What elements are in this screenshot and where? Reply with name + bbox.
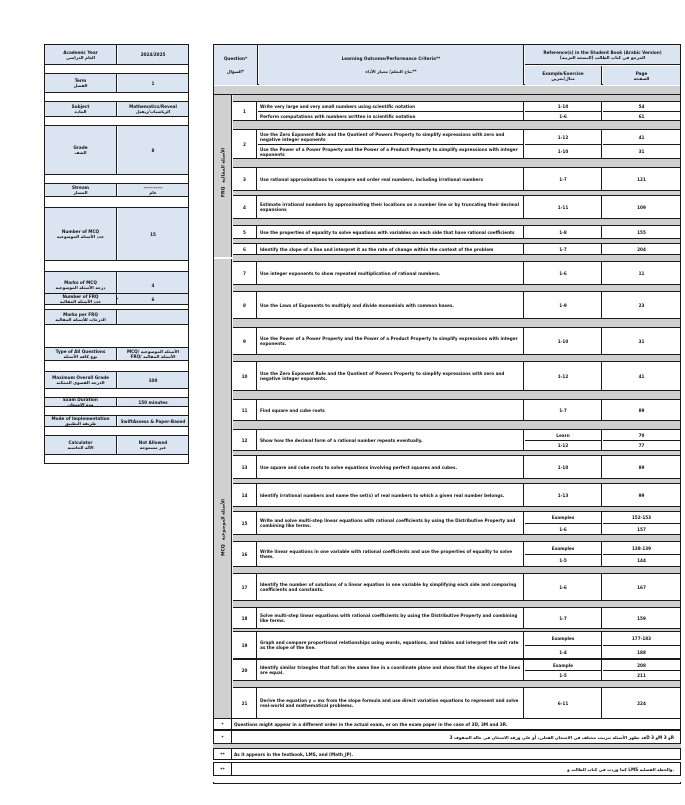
outcome-text: Perform computations with numbers written in scientific notation [258,111,524,120]
reference-page: 155 [637,229,646,235]
info-row [45,125,188,175]
note-marker: * [214,731,232,743]
reference-page: 41 [638,373,645,379]
outcome-text: Write linear equations in one variable with rational coefficients and use the properties of equality to solve them. [258,542,524,566]
info-value-secondary: غير مسموحة [139,445,167,450]
info-row [45,101,188,117]
header-example-en: Example/Exercise [542,70,584,76]
outcome-text: Graph and compare proportional relationships using words, equations, and tables and interpret the unit rate as the slope of the line. [258,632,524,658]
info-value [118,45,188,64]
info-label [45,398,117,406]
table-row [233,361,680,391]
info-label-ar: نوع كافة الأسئلة [63,354,98,359]
reference-example: Examples [525,512,602,523]
info-label-en: Type of All Questions [55,349,106,354]
reference-page: 177-183 [631,636,652,641]
info-row [45,183,188,197]
reference-example: 1-5 [525,670,602,680]
info-label-en: Stream [71,185,90,190]
outcome-text: Use the Laws of Exponents to multiply and divide monomials with common bases. [258,292,524,318]
reference-page: 159 [637,615,646,621]
header-outcome [259,45,524,85]
question-number: 2 [233,130,257,158]
table-row [233,399,680,421]
info-row [45,435,188,455]
question-number: 1 [233,102,257,120]
info-label [45,45,117,64]
table-row [233,261,680,285]
table-row [233,327,680,355]
info-value [118,348,188,360]
reference-example: 1-6 [525,523,602,534]
table-row [233,687,680,719]
outcome-text: Derive the equation y = mx from the slope formula and use direct variation equations to represent and solve real-world and mathematical problems. [258,688,524,718]
header-separator [214,86,680,95]
notes-area [213,718,681,782]
info-label [45,74,117,92]
info-value [118,372,188,388]
reference-page: 11 [638,270,645,276]
info-value-primary: 6 [151,296,155,302]
outcome-text: Use square and cube roots to solve equations involving perfect squares and cubes. [258,456,524,478]
info-label-en: Term [74,78,87,83]
info-label-ar: الدرجة القصوى الممكنة [56,380,105,385]
reference-example: 1-10 [525,144,602,158]
outcome-text: Solve multi-step linear equations with rational coefficients by using the Distributive Property and combining like terms. [258,608,524,628]
note-text: كما وردت في كتاب الطالب و LMS والخطة الفصلية. [567,766,674,772]
header-example [525,66,602,85]
outcome-text: Identify the slope of a line and interpret it as the rate of change within the context of the problem [258,244,524,254]
note-row [213,730,681,744]
reference-example: 1-6 [525,262,602,284]
reference-page: 204 [637,246,646,252]
question-number: 11 [233,400,257,420]
info-label-ar: الفصل [73,83,88,88]
note-marker: ** [214,749,232,759]
info-row [45,415,188,427]
question-number: 17 [233,574,257,600]
reference-page: 77 [603,440,680,450]
info-label-ar: مدة الامتحان [67,402,94,407]
info-row [45,73,188,93]
left-info-panel [44,44,189,464]
note-marker: ** [214,763,232,775]
info-label [45,208,117,260]
question-number: 5 [233,226,257,238]
outcome-text: Use integer exponents to show repeated multiplication of rational numbers. [258,262,524,284]
table-header [214,45,680,85]
header-page [603,66,680,85]
outcome-text: Use the Zero Exponent Rule and the Quotient of Powers Property to simplify expressions with zero and negative integer exponents. [258,362,524,390]
question-number: 3 [233,168,257,190]
info-label-en: Exam Duration [63,397,98,402]
table-row [233,455,680,479]
outcome-text: Use the Zero Exponent Rule and the Quotient of Powers Property to simplify expressions with zero and negative integer exponents [258,130,524,144]
info-label-ar: عدد الأسئلة المقالية [59,299,102,304]
reference-example: 1-12 [525,362,602,390]
info-label [45,126,117,174]
outcome-text: Use rational approximations to compare and order real numbers, including irrational numbers [258,168,524,190]
info-row [45,371,188,389]
note-text: Questions might appear in a different order in the actual exam, or on the exam paper in the case of 3D, 3M and 3R. [234,721,508,727]
info-label [45,294,117,304]
info-row [45,309,188,325]
header-reference-ar: المرجع في كتاب الطالب (النسخة العربية) [559,54,646,60]
table-row [233,101,680,121]
reference-example: Learn [525,430,602,440]
info-label [45,102,117,116]
note-text: قد تظهر الأسئلة بترتيب مختلف في الامتحان الفعلي، أو على ورقة الامتحان في حالة الصفوف 3D و 3M و 3R [449,734,674,740]
reference-page: 188 [603,645,680,658]
reference-page: 89 [638,407,645,413]
note-row [213,748,681,760]
reference-example: 1-12 [525,130,602,144]
reference-page: 31 [638,338,645,344]
outcome-text: Find square and cube roots [258,400,524,420]
question-number: 19 [233,632,257,658]
outcome-text: Identify the number of solutions of a linear equation in one variable by simplifying each side and comparing coefficients and constants. [258,574,524,600]
info-label [45,372,117,388]
reference-page: 152-153 [631,515,652,520]
reference-page: 31 [603,144,680,158]
info-value [118,310,188,324]
question-number: 20 [233,660,257,680]
reference-example: 1-7 [525,244,602,254]
info-value [118,398,188,406]
info-value-primary: 1 [151,80,155,86]
info-label [45,416,117,426]
table-row [233,243,680,255]
table-row [233,129,680,159]
info-value [118,416,188,426]
info-value-primary: 15 [150,231,156,237]
reference-example: 1-7 [525,400,602,420]
reference-example: 1-7 [525,168,602,190]
header-reference-en: Reference(s) in the Student Book (Arabic Version) [543,49,662,55]
table-row [233,607,680,629]
question-number: 14 [233,484,257,506]
reference-page: 109 [637,204,646,210]
info-label [45,436,117,454]
spec-table [213,44,681,784]
reference-example: 1-10 [525,456,602,478]
info-label-ar: الآلة الحاسبة [67,445,94,450]
mcq-section-label [222,478,227,578]
question-number: 9 [233,328,257,354]
outcome-text: Estimate irrational numbers by approximating their locations on a number line or by truncating their decimal expansions [258,196,524,218]
info-value-primary: MCQ/ الأسئلة الموضوعية [126,349,180,354]
info-value-primary: 150 minutes [138,399,168,405]
question-number: 21 [233,688,257,718]
header-question [214,45,258,85]
reference-example: 1-12 [525,440,602,450]
info-label-ar: المادة [74,109,87,114]
reference-page: 61 [603,111,680,120]
reference-example: 1-7 [525,608,602,628]
table-row [233,429,680,451]
reference-page: 41 [638,134,645,140]
reference-page: 138-139 [631,545,652,551]
reference-page: 70 [638,432,645,438]
reference-example: 1-10 [525,102,602,111]
reference-page: 89 [638,464,645,470]
mcq-label-en: MCQ [221,544,227,556]
info-value-secondary: FRQ/ الأسئلة المقالية [130,354,176,359]
info-row [45,45,188,65]
question-number: 12 [233,430,257,450]
outcome-text: Use the Power of a Power Property and the Power of a Product Property to simplify expressions with integer exponents. [258,328,524,354]
notes-gap [213,744,681,748]
info-label-en: Mode of Implementation [51,416,110,421]
question-number: 13 [233,456,257,478]
info-value-primary: 8 [151,147,155,153]
table-row [233,483,680,507]
reference-page: 144 [603,554,680,566]
note-marker: * [214,719,232,729]
info-value-primary: 2024/2025 [140,52,166,57]
info-value-primary: 100 [148,377,158,383]
question-number: 15 [233,512,257,534]
question-number: 4 [233,196,257,218]
header-page-ar: الصفحة [633,75,650,81]
info-value-primary: ----------- [143,185,163,190]
outcome-text: Use the Power of a Power Property and the Power of a Product Property to simplify expressions with integer exponents [258,144,524,158]
question-number: 16 [233,542,257,566]
header-outcome-en: Learning Outcome/Performance Criteria** [341,56,441,61]
reference-page: 157 [603,523,680,534]
frq-section-label [222,123,227,223]
reference-example: 1-13 [525,484,602,506]
info-label-ar: طريقة التطبيق [64,421,97,426]
frq-label-en: FRQ [221,186,227,198]
info-row [45,347,188,361]
info-value [118,208,188,260]
outcome-text: Write and solve multi-step linear equations with rational coefficients by using the Distributive Property and combining like terms. [258,512,524,534]
info-value [118,436,188,454]
header-question-ar: السؤال* [226,69,245,74]
reference-example: Examples [525,632,602,645]
info-label-ar: عدد الأسئلة الموضوعية [56,234,105,239]
frq-label-ar: الأسئلة المقالية [221,147,227,183]
note-row [213,718,681,730]
question-number: 18 [233,608,257,628]
info-value-primary: SwiftAssess & Paper-Based [120,418,186,424]
note-text: As it appears in the textbook, LMS, and (Math_JP). [234,751,354,757]
info-label-en: Marks of MCQ [64,280,97,285]
table-row [233,541,680,567]
info-value-primary: 4 [151,282,155,288]
info-label-en: Academic Year [63,49,98,55]
info-label-ar: الصف [74,150,87,155]
table-row [233,659,680,681]
table-row [233,291,680,319]
mcq-label-ar: الأسئلة الموضوعية [221,499,227,541]
info-value [118,294,188,304]
outcome-text: Show how the decimal form of a rational number repeats eventually. [258,430,524,450]
header-page-en: Page [635,70,648,76]
info-label-en: Maximum Overall Grade [52,375,109,380]
reference-example: 1-6 [525,111,602,120]
info-label-en: Grade [73,145,88,150]
reference-example: 6-11 [525,688,602,718]
header-outcome-ar: نتاج التعلم/ معيار الأداء** [365,69,417,74]
info-label-ar: المسار [73,190,88,195]
outcome-text: Identify similar triangles that fall on the same line in a coordinate plane and show that the slopes of the lines are equal. [258,660,524,680]
info-label-en: Number of FRQ [62,294,99,299]
reference-page: 121 [637,176,646,182]
reference-page: 224 [637,700,646,706]
table-row [233,225,680,239]
question-number: 7 [233,262,257,284]
info-value-secondary: الرياضيات/ريفيل [135,109,171,114]
reference-example: Examples [525,542,602,554]
info-label [45,348,117,360]
reference-page: 211 [603,670,680,680]
table-row [233,511,680,535]
reference-example: 1-4 [525,645,602,658]
reference-example: Example [525,660,602,670]
table-row [233,631,680,659]
header-reference [525,45,680,65]
question-number: 8 [233,292,257,318]
info-value [118,74,188,92]
info-value-primary: Not Allowed [138,440,168,445]
outcome-text: Use the properties of equality to solve equations with variables on each side that have rational coefficients [258,226,524,238]
reference-example: 1-5 [525,554,602,566]
header-example-ar: مثال/تمرين [551,75,575,81]
table-row [233,573,680,601]
reference-page: 208 [637,662,646,668]
header-question-en: Question* [223,56,248,61]
reference-page: 167 [637,584,646,590]
outcome-text: Identify irrational numbers and name the set(s) of real numbers to which a given real number belongs. [258,484,524,506]
outcome-text: Write very large and very small numbers using scientific notation [258,102,524,111]
info-label-en: Number of MCQ [61,229,100,234]
reference-example: 1-9 [525,292,602,318]
question-number: 10 [233,362,257,390]
table-row [233,195,680,219]
reference-example: 1-11 [525,196,602,218]
info-label [45,310,117,324]
info-row [45,207,188,261]
info-label-ar: درجة الأسئلة الموضوعية [55,285,106,290]
info-label-ar: الدرجات للأسئلة المقالية [55,317,106,322]
info-label [45,184,117,196]
info-value-secondary: عام [149,190,157,195]
info-value-primary: Mathematics/Reveal [129,104,177,109]
reference-page: 23 [638,302,645,308]
info-value [118,184,188,196]
info-label-en: Subject [71,104,90,109]
reference-example: 1-10 [525,328,602,354]
reference-example: 1-6 [525,574,602,600]
info-label-en: Calculator [68,440,93,445]
info-value [118,126,188,174]
info-row [45,293,188,305]
reference-page: 99 [638,492,645,498]
info-value [118,102,188,116]
question-number: 6 [233,244,257,254]
table-row [233,167,680,191]
info-label-en: Marks per FRQ [63,312,98,317]
info-row [45,397,188,407]
info-label-ar: العام الدراسي [65,54,96,60]
note-row [213,762,681,776]
reference-page: 54 [638,104,645,109]
reference-example: 1-8 [525,226,602,238]
